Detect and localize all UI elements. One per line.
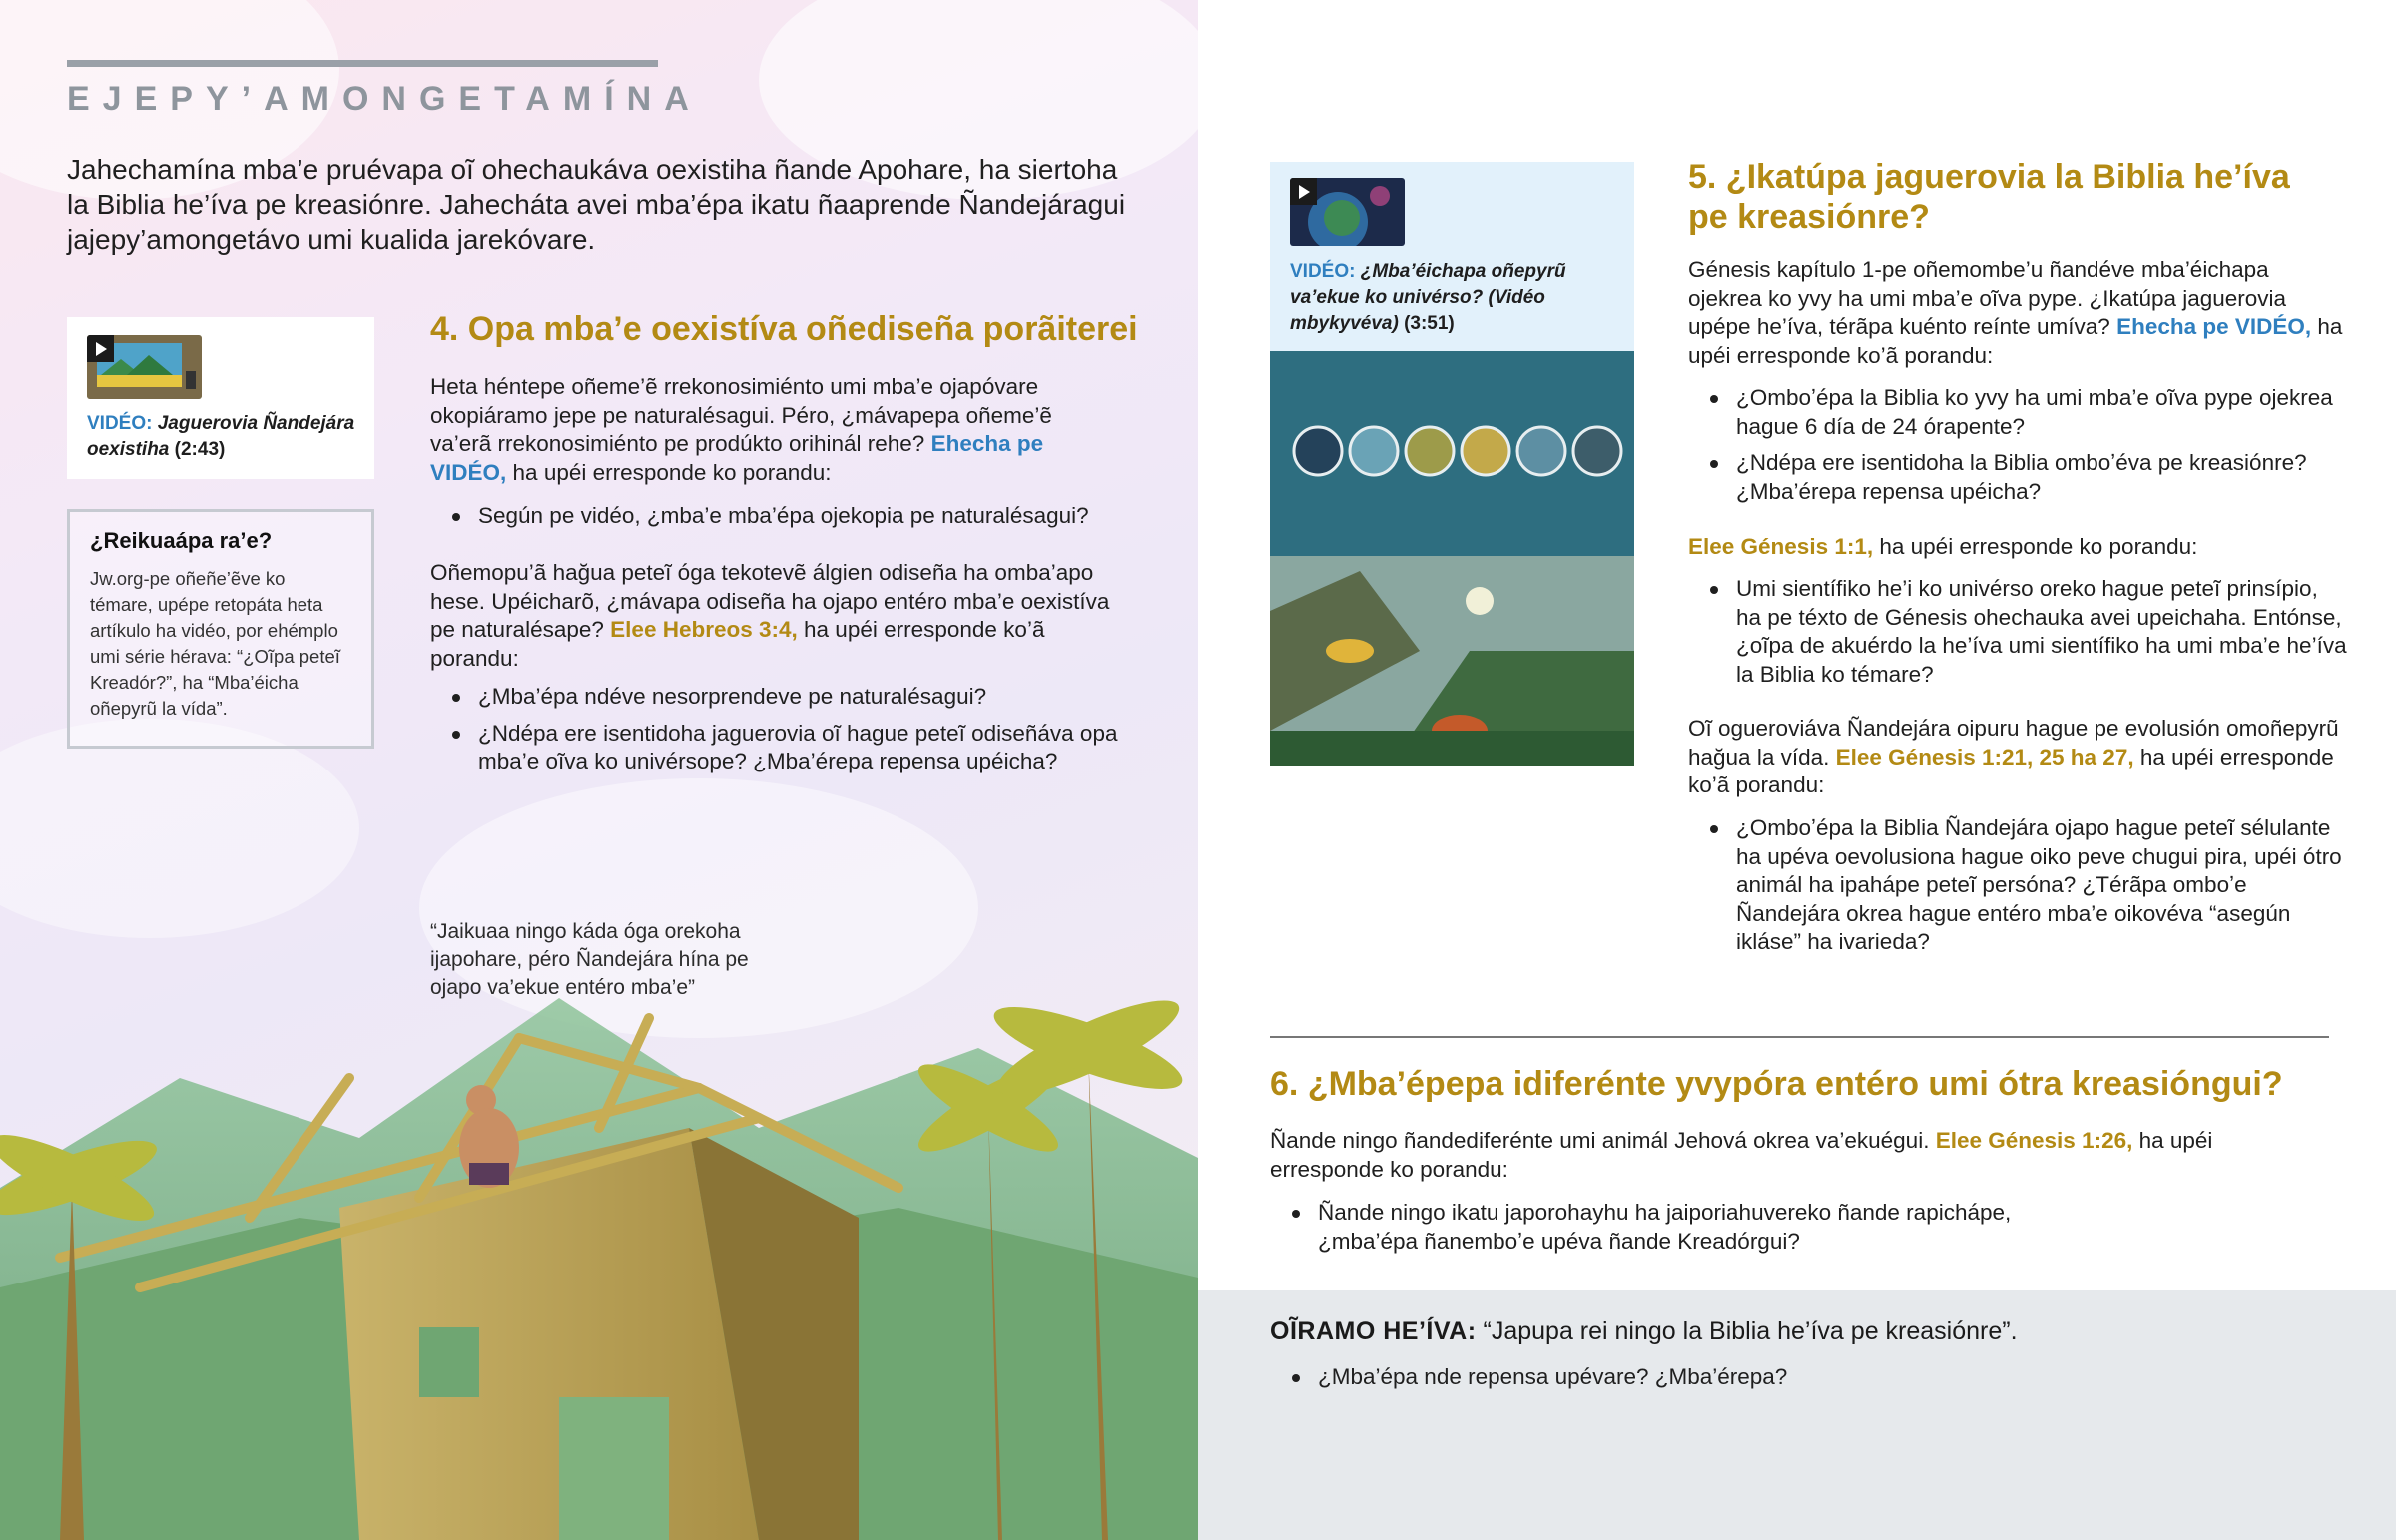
- watch-video-link[interactable]: Ehecha pe VIDÉO,: [2116, 314, 2312, 339]
- question-item: ¿Ndépa ere isentidoha la Biblia omboʼéva pe kreasiónre? ¿Mba’érepa repensa upéicha?: [1688, 449, 2347, 506]
- section6-heading: 6. ¿Mba’épepa idiferénte yvypóra entéro umi ótra kreasióngui?: [1270, 1065, 2283, 1103]
- section4-paragraph-1: [430, 373, 1109, 487]
- section5-p3-tail: ha upéi erresponde ko’ã porandu:: [1688, 744, 2334, 797]
- video-label: VIDÉO:: [1290, 261, 1356, 282]
- section-title: EJEPY’AMONGETAMÍNA: [67, 80, 702, 118]
- video-duration: (2:43): [174, 439, 226, 460]
- question-item: ¿Omboʼépa la Biblia Ñandejára ojapo hague peteĩ sélulante ha upéva oevolusiona hague oiko peve chugui pira, upéi ótro animál ha ipahápe peteĩ persóna? ¿Térãpa omboʼe Ñandejára okrea hague entéro mba’e oikovéva “asegún ikláse” ha ivarieda?: [1688, 814, 2347, 957]
- did-you-know-box: [67, 509, 374, 749]
- scripture-ref-hebrews[interactable]: Elee Hebreos 3:4,: [610, 617, 798, 642]
- video-title[interactable]: ¿Mba’éichapa oñepyrũ va’ekue ko univérso? (Vidéo mbykyvéva): [1290, 261, 1566, 334]
- question-item: ¿Ndépa ere isentidoha jaguerovia oĩ hague peteĩ odiseñáva opa mba’e oĩva ko univérsope? ¿Mba’érepa repensa upéicha?: [430, 720, 1129, 776]
- section5-questions-2: [1688, 575, 2347, 697]
- video-caption: [87, 411, 366, 463]
- section5-questions-1: [1688, 384, 2347, 514]
- sidebox-title: ¿Reikuaápa ra’e?: [90, 528, 273, 553]
- section5-p2-tail: ha upéi erresponde ko porandu:: [1879, 534, 2198, 559]
- scripture-ref-genesis-1-21[interactable]: Elee Génesis 1:21, 25 ha 27,: [1835, 744, 2134, 770]
- section5-paragraph-1: [1688, 257, 2347, 370]
- section6-p1-text: Ñande ningo ñandediferénte umi animál Jehová okrea va’ekuégui.: [1270, 1128, 1930, 1153]
- review-questions: [1270, 1363, 2168, 1400]
- question-item: ¿Omboʼépa la Biblia ko yvy ha umi mba’e oĩva pype ojekrea hague 6 día de 24 órapente?: [1688, 384, 2347, 441]
- section4-heading: 4. Opa mba’e oexistíva oñediseña porãiterei: [430, 310, 1138, 348]
- review-label: OĨRAMO HE’ÍVA:: [1270, 1317, 1477, 1345]
- video-duration: (3:51): [1404, 313, 1455, 334]
- illustration-quote: “Jaikuaa ningo káda óga orekoha ijapohare, péro Ñandejára hína pe ojapo va’ekue entéro mba’e”: [430, 920, 749, 999]
- question-item: Según pe vidéo, ¿mba’e mba’épa ojekopia pe naturalésagui?: [430, 502, 1129, 531]
- section4-p2-text: Oñemopu’ã hağua peteĩ óga tekotevẽ álgien odiseña ha omba’apo hese. Upéicharõ, ¿mávapa odiseña ha ojapo entéro mba’e oexistíva pe naturalésape?: [430, 560, 1110, 642]
- watch-video-link[interactable]: Ehecha pe VIDÉO,: [430, 431, 1044, 485]
- section4-p2-tail: ha upéi erresponde ko’ã porandu:: [430, 617, 1045, 671]
- video-card-2[interactable]: [1270, 162, 1634, 766]
- intro-paragraph: Jahechamína mba’e pruévapa oĩ ohechaukáva oexistiha ñande Apohare, ha siertoha la Biblia he’íva pe kreasiónre. Jahecháta avei mba’épa ikatu ñaaprende Ñandejáragui jajepy’amongetávo umi kualida jarekóvare.: [67, 154, 1126, 255]
- review-quote: “Japupa rei ningo la Biblia he’íva pe kreasiónre”.: [1483, 1317, 2018, 1345]
- video-caption: [1290, 259, 1609, 337]
- section5-p3-text: Oĩ ogueroviáva Ñandejára oipuru hague pe evolusión omoñepyrũ hağua la vída.: [1688, 716, 2339, 770]
- video-card-1[interactable]: [67, 317, 374, 479]
- video-thumbnail[interactable]: [1290, 178, 1405, 246]
- section5-questions-3: [1688, 814, 2347, 965]
- section6-questions: [1270, 1199, 2029, 1264]
- section4-p1-text: Heta héntepe oñeme’ẽ rrekonosimiénto umi mba’e ojapóvare okopiáramo jepe pe naturalésagui. Péro, ¿mávapepa oñeme’ẽ va’erã rrekonosimiénto pe prodúkto orihinál rehe?: [430, 374, 1052, 456]
- section5-p1-tail: ha upéi erresponde ko’ã porandu:: [1688, 314, 2343, 368]
- creation-illustration: [1270, 351, 1634, 766]
- section5-paragraph-3: [1688, 715, 2352, 800]
- section4-questions-1: [430, 502, 1129, 539]
- question-item: ¿Mba’épa nde repensa upévare? ¿Mba’érepa?: [1270, 1363, 2168, 1392]
- review-statement: [1270, 1317, 2018, 1346]
- section6-p1-tail: ha upéi erresponde ko porandu:: [1270, 1128, 2213, 1182]
- section5-paragraph-2: [1688, 533, 2347, 562]
- section4-p1-tail: ha upéi erresponde ko porandu:: [512, 459, 832, 485]
- play-icon[interactable]: [1290, 178, 1317, 205]
- video-label: VIDÉO:: [87, 413, 153, 434]
- section5-heading: 5. ¿Ikatúpa jaguerovia la Biblia he’íva pe kreasiónre?: [1688, 158, 2290, 236]
- question-item: Ñande ningo ikatu japorohayhu ha jaiporiahuvereko ñande rapichápe, ¿mba’épa ñanemboʼe upéva ñande Kreadórgui?: [1270, 1199, 2029, 1256]
- sidebox-text: Jw.org-pe oñeñe’ẽve ko témare, upépe retopáta heta artíkulo ha vidéo, por ehémplo umi série hérava: “¿Oĩpa peteĩ Kreadór?”, ha “Mba’éicha oñepyrũ la vída”.: [90, 568, 340, 719]
- section6-paragraph-1: [1270, 1127, 2268, 1184]
- house-building-illustration: [0, 958, 1198, 1540]
- right-page: [1198, 0, 2396, 1540]
- play-icon[interactable]: [87, 335, 114, 362]
- section-rule: [67, 60, 658, 67]
- question-item: ¿Mba’épa ndéve nesorprendeve pe naturalésagui?: [430, 683, 1129, 712]
- scripture-ref-genesis-1-26[interactable]: Elee Génesis 1:26,: [1935, 1128, 2133, 1153]
- section5-p1-text: Génesis kapítulo 1-pe oñemombe’u ñandéve mba’éichapa ojekrea ko yvy ha umi mba’e oĩva pype. ¿Ikatúpa jaguerovia upépe he’íva, térãpa kuénto reínte umíva?: [1688, 257, 2287, 339]
- section4-paragraph-2: [430, 559, 1119, 673]
- video-thumbnail[interactable]: [87, 335, 202, 399]
- question-item: Umi sientífiko he’i ko univérso oreko hague peteĩ prinsípio, ha pe téxto de Génesis ohechauka avei upeichaha. Entónse, ¿oĩpa de akuérdo la he’íva umi sientífiko ha umi mba’e he’íva la Biblia ko témare?: [1688, 575, 2347, 689]
- section-divider: [1270, 1036, 2329, 1038]
- scripture-ref-genesis-1-1[interactable]: Elee Génesis 1:1,: [1688, 534, 1874, 559]
- section4-questions-2: [430, 683, 1129, 784]
- video-title[interactable]: Jaguerovia Ñandejára oexistiha: [87, 413, 355, 460]
